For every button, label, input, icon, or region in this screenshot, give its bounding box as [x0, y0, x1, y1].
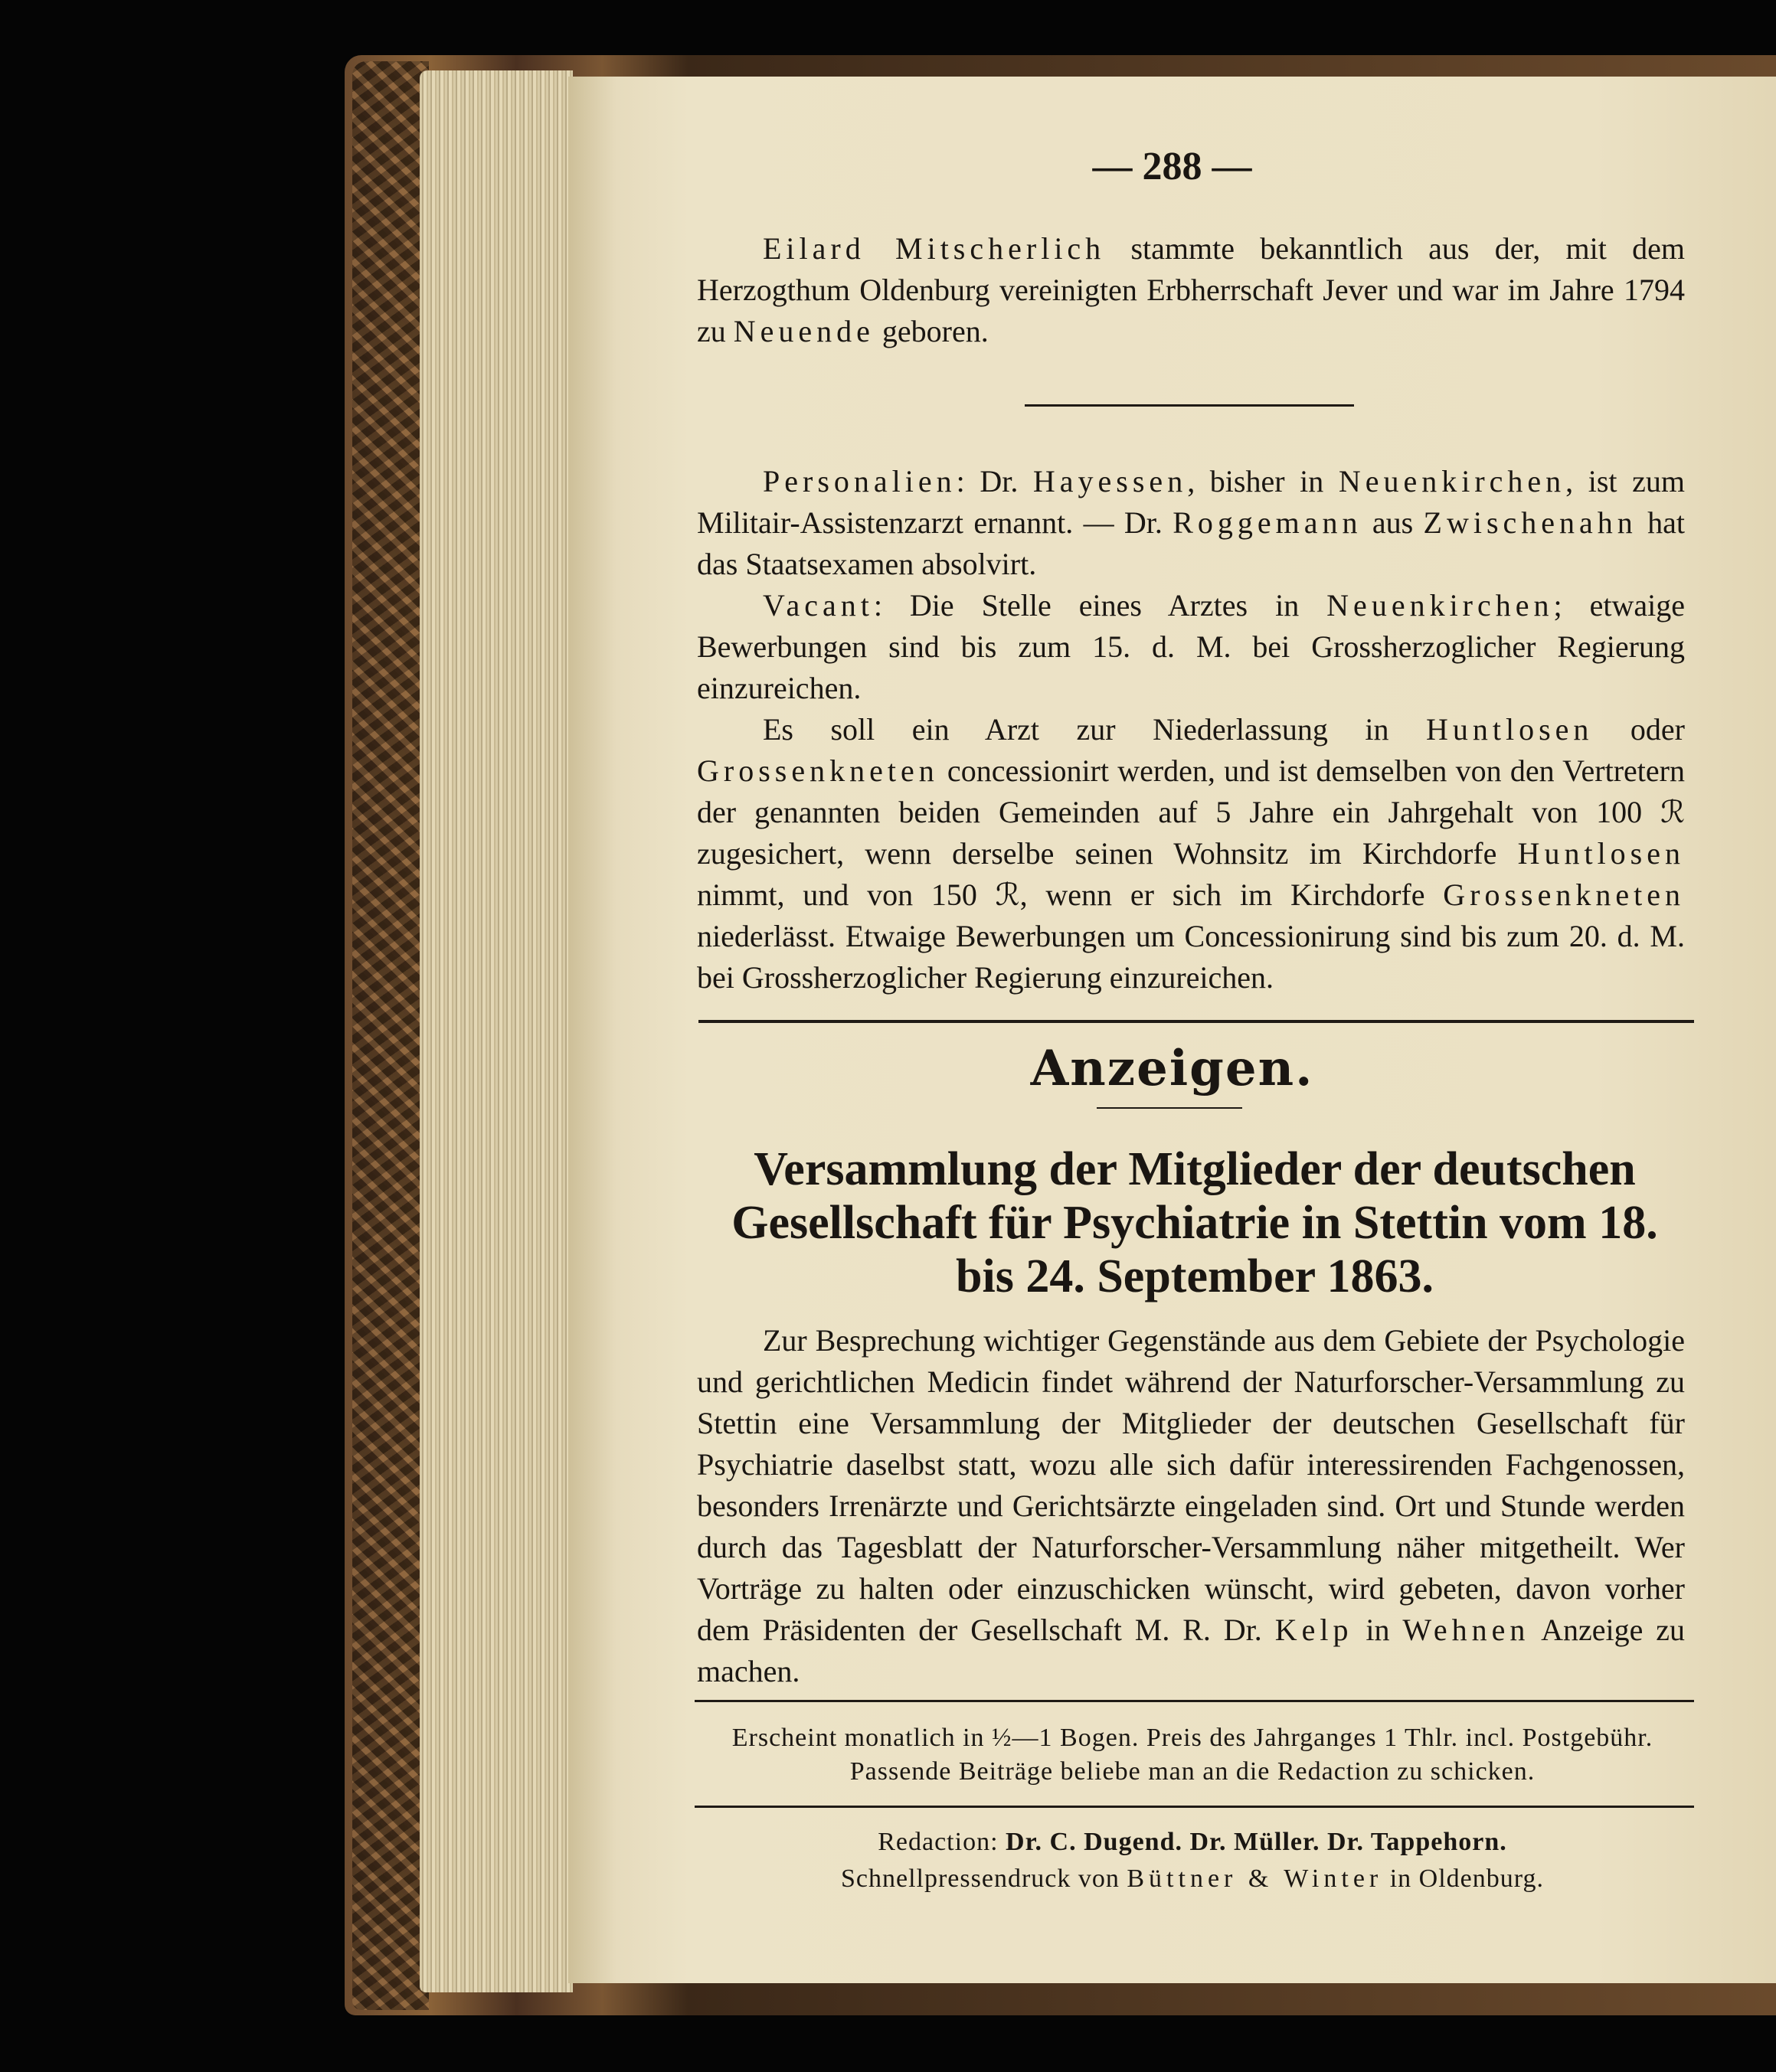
personalien-section: Personalien: Dr. Hayessen, bisher in Neuenkirchen, ist zum Militair-Assistenzarzt ernannt. — Dr. Roggemann aus Zwischenahn hat das Staatsexamen absolvirt. Vacant: Die Stelle eines Arztes in Neuenkirchen; etwaige Bewerbungen sind bis zum 15. d. M. bei Grossherzoglicher Regierung einzureichen. Es soll ein Arzt zur Niederlassung in Huntlosen oder Grossenkneten concessionirt werden, und ist demselben von den Vertretern der genannten beiden Gemeinden auf 5 Jahre ein Jahrgehalt von 100 ℛ zugesichert, wenn derselbe seinen Wohnsitz im Kirchdorfe Huntlosen nimmt, und von 150 ℛ, wenn er sich im Kirchdorfe Grossenkneten niederlässt. Etwaige Bewerbungen um Concessionirung sind bis zum 20. d. M. bei Grossherzoglicher Regierung einzureichen.	[697, 464, 1686, 995]
editors: Dr. C. Dugend. Dr. Müller. Dr. Tappehorn.	[1006, 1828, 1507, 1856]
submission-note: Passende Beiträge beliebe man an die Redaction zu schicken.	[849, 1757, 1536, 1786]
page-edges	[420, 70, 573, 1992]
heading-underline	[1097, 1107, 1242, 1109]
publication-info	[691, 1721, 1694, 1789]
marbled-cover-edge	[352, 61, 429, 2010]
publication-frequency: Erscheint monatlich in ½—1 Bogen. Preis des Jahrganges 1 Thlr. incl. Postgebühr.	[731, 1724, 1653, 1752]
redaction-line: Redaction: Dr. C. Dugend. Dr. Müller. Dr. Tappehorn.	[878, 1828, 1507, 1856]
personalien-label: Personalien	[763, 464, 957, 498]
section-divider	[698, 1020, 1694, 1023]
printer-line: Schnellpressendruck von Büttner & Winter in Oldenburg.	[841, 1864, 1544, 1893]
page-number: — 288 —	[1092, 145, 1252, 188]
vacant-label: Vacant	[763, 588, 874, 623]
book-page	[568, 77, 1776, 1983]
mitscherlich-paragraph: Eilard Mitscherlich stammte bekanntlich aus der, mit dem Herzogthum Oldenburg vereinigten Erbherrschaft Jever und war im Jahre 1794 zu Neuende geboren.	[697, 231, 1685, 348]
anzeigen-heading: Anzeigen.	[1030, 1040, 1314, 1097]
footer-divider-bottom	[695, 1806, 1694, 1808]
footer-divider-top	[695, 1700, 1694, 1702]
meeting-title: Versammlung der Mitglieder der deutschen Gesellschaft für Psychiatrie in Stettin vom 18. bis 24. September 1863.	[731, 1143, 1658, 1302]
short-divider	[1025, 404, 1354, 407]
imprint	[691, 1824, 1694, 1897]
person-name: Eilard Mitscherlich	[763, 231, 1106, 266]
place-name: Neuende	[733, 314, 875, 348]
printer-name: Büttner & Winter	[1127, 1864, 1383, 1893]
meeting-paragraph: Zur Besprechung wichtiger Gegenstände aus dem Gebiete der Psychologie und gerichtlichen Medicin findet während der Naturforscher-Versammlung zu Stettin eine Versammlung der Mitglieder der deutschen Gesellschaft für Psychiatrie daselbst statt, wozu alle sich dafür interessirenden Fachgenossen, besonders Irrenärzte und Gerichtsärzte eingeladen sind. Ort und Stunde werden durch das Tagesblatt der Naturforscher-Versammlung näher mitgetheilt. Wer Vorträge zu halten oder einzuschicken wünscht, wird gebeten, davon vorher dem Präsidenten der Gesellschaft M. R. Dr. Kelp in Wehnen Anzeige zu machen.	[697, 1323, 1685, 1688]
